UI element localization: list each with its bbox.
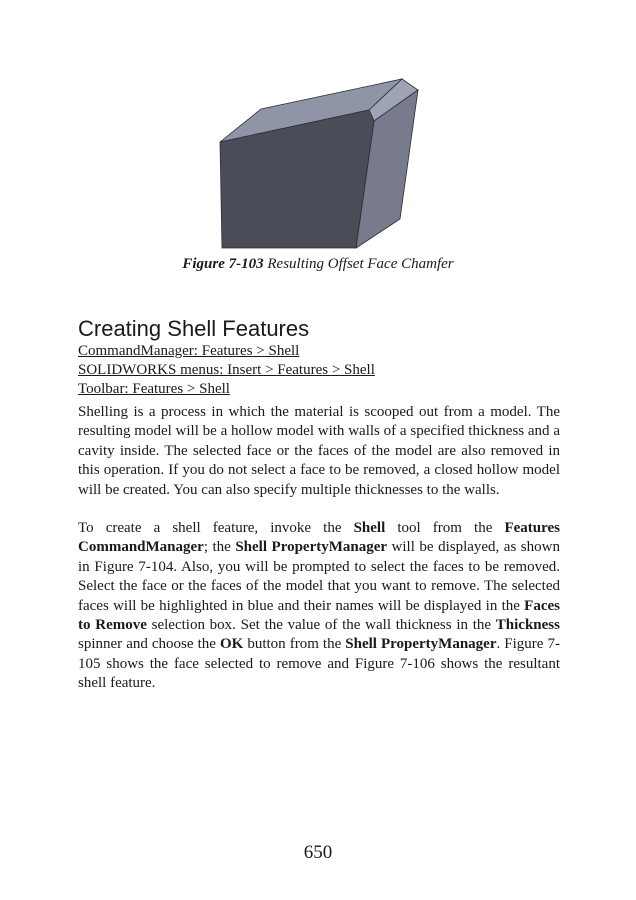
- toolbar-path: Toolbar: Features > Shell: [78, 381, 230, 397]
- page-number: 650: [303, 842, 333, 863]
- figure-caption-text: Resulting Offset Face Chamfer: [263, 256, 454, 272]
- paragraph-create-shell: To create a shell feature, invoke the Shell tool from the Features CommandManager; the Shell PropertyManager will be displayed, as shown in Figure 7-104. Also, you will be prompted to select the faces to be removed. Select the face or the faces of the model that you want to remove. The selected faces will be highlighted in blue and their names will be displayed in the Faces to Remove selection box. Set the value of the wall thickness in the Thickness spinner and choose the OK button from the Shell PropertyManager. Figure 7-105 shows the face selected to remove and Figure 7-106 shows the resultant shell feature.: [78, 520, 560, 692]
- menus-path: SOLIDWORKS menus: Insert > Features > Shell: [78, 362, 375, 378]
- figure-caption: [0, 256, 636, 273]
- figure-caption-label: Figure 7-103: [182, 256, 264, 272]
- paragraph-shelling-intro: Shelling is a process in which the material is scooped out from a model. The resulting model will be a hollow model with walls of a specified thickness and a cavity inside. The selected face or the faces of the model are also removed in this operation. If you do not select a face to be removed, a closed hollow model will be created. You can also specify multiple thicknesses to the walls.: [78, 404, 560, 498]
- shell-features-section: [78, 316, 560, 694]
- section-heading: Creating Shell Features: [78, 316, 310, 341]
- chamfered-block-illustration: [214, 76, 420, 252]
- commandmanager-path: CommandManager: Features > Shell: [78, 343, 300, 359]
- figure-7-103-image: [214, 76, 420, 252]
